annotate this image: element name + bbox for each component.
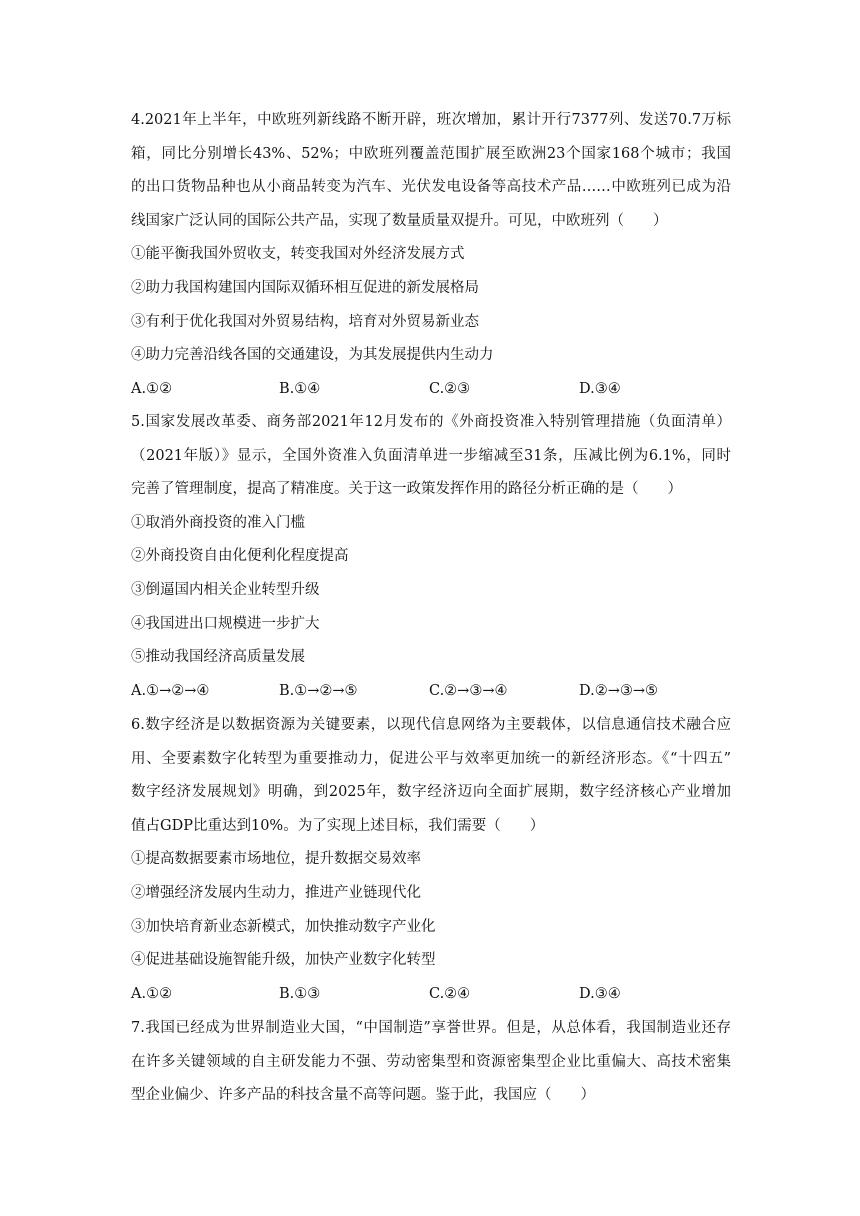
statement: ③加快培育新业态新模式，加快推动数字产业化 [131, 918, 436, 935]
question-4 [131, 104, 731, 406]
stem-line: （2021年版）》显示，全国外资准入负面清单进一步缩减至31条，压减比例为6.1%，同时 [131, 447, 731, 464]
stem-line: 线国家广泛认同的国际公共产品，实现了数量质量双提升。可见，中欧班列（ ） [131, 212, 668, 229]
statement: ①提高数据要素市场地位，提升数据交易效率 [131, 851, 421, 868]
statement: ④我国进出口规模进一步扩大 [131, 615, 320, 632]
statement: ④促进基础设施智能升级，加快产业数字化转型 [131, 952, 436, 969]
statement: ①能平衡我国外贸收支，转变我国对外经济发展方式 [131, 246, 465, 263]
answer-choices [131, 675, 731, 709]
question-6 [131, 709, 731, 1011]
choice-a: A.①② [131, 380, 173, 397]
statement: ③倒逼国内相关企业转型升级 [131, 581, 320, 598]
question-5 [131, 406, 731, 708]
choice-b: B.①③ [279, 985, 321, 1002]
stem-line: 数字经济发展规划》明确，到2025年，数字经济迈向全面扩展期，数字经济核心产业增加 [131, 784, 731, 801]
stem-line: 的出口货物品种也从小商品转变为汽车、光伏发电设备等高技术产品……中欧班列已成为沿 [131, 179, 731, 196]
choice-a: A.①→②→④ [131, 682, 210, 699]
choice-c: C.②③ [429, 380, 471, 397]
statement: ①取消外商投资的准入门槛 [131, 514, 305, 531]
statement: ②增强经济发展内生动力，推进产业链现代化 [131, 884, 421, 901]
stem-line: 5.国家发展改革委、商务部2021年12月发布的《外商投资准入特别管理措施（负面清单） [131, 414, 731, 430]
question-stem [131, 709, 731, 843]
choice-d: D.③④ [579, 985, 621, 1002]
statement: ②助力我国构建国内国际双循环相互促进的新发展格局 [131, 279, 479, 296]
choice-c: C.②④ [429, 985, 471, 1002]
choice-c: C.②→③→④ [429, 682, 508, 699]
statement: ④助力完善沿线各国的交通建设，为其发展提供内生动力 [131, 347, 494, 364]
stem-line: 在许多关键领域的自主研发能力不强、劳动密集型和资源密集型企业比重偏大、高技术密集 [131, 1053, 731, 1070]
choice-b: B.①④ [279, 380, 321, 397]
stem-line: 用、全要素数字化转型为重要推动力，促进公平与效率更加统一的新经济形态。《“十四五” [131, 750, 731, 767]
choice-b: B.①→②→⑤ [279, 682, 358, 699]
stem-line: 值占GDP比重达到10%。为了实现上述目标，我们需要（ ） [131, 817, 545, 834]
statement: ③有利于优化我国对外贸易结构，培育对外贸易新业态 [131, 313, 479, 330]
choice-d: D.③④ [579, 380, 621, 397]
stem-line: 型企业偏少、许多产品的科技含量不高等问题。鉴于此，我国应（ ） [131, 1087, 595, 1104]
stem-line: 4.2021年上半年，中欧班列新线路不断开辟，班次增加，累计开行7377列、发送70.7万标 [131, 112, 731, 128]
question-stem [131, 406, 731, 507]
stem-line: 6.数字经济是以数据资源为关键要素，以现代信息网络为主要载体，以信息通信技术融合应 [131, 717, 731, 733]
choice-d: D.②→③→⑤ [579, 682, 659, 699]
question-7 [131, 1012, 731, 1113]
answer-choices [131, 373, 731, 407]
question-stem [131, 104, 731, 238]
statement: ⑤推动我国经济高质量发展 [131, 649, 305, 666]
stem-line: 7.我国已经成为世界制造业大国，“中国制造”享誉世界。但是，从总体看，我国制造业还存 [131, 1020, 731, 1036]
answer-choices [131, 978, 731, 1012]
stem-line: 完善了管理制度，提高了精准度。关于这一政策发挥作用的路径分析正确的是（ ） [131, 481, 682, 498]
choice-a: A.①② [131, 985, 173, 1002]
question-stem [131, 1012, 731, 1113]
stem-line: 箱，同比分别增长43%、52%；中欧班列覆盖范围扩展至欧洲23个国家168个城市；我国 [131, 145, 731, 162]
statement: ②外商投资自由化便利化程度提高 [131, 548, 349, 565]
